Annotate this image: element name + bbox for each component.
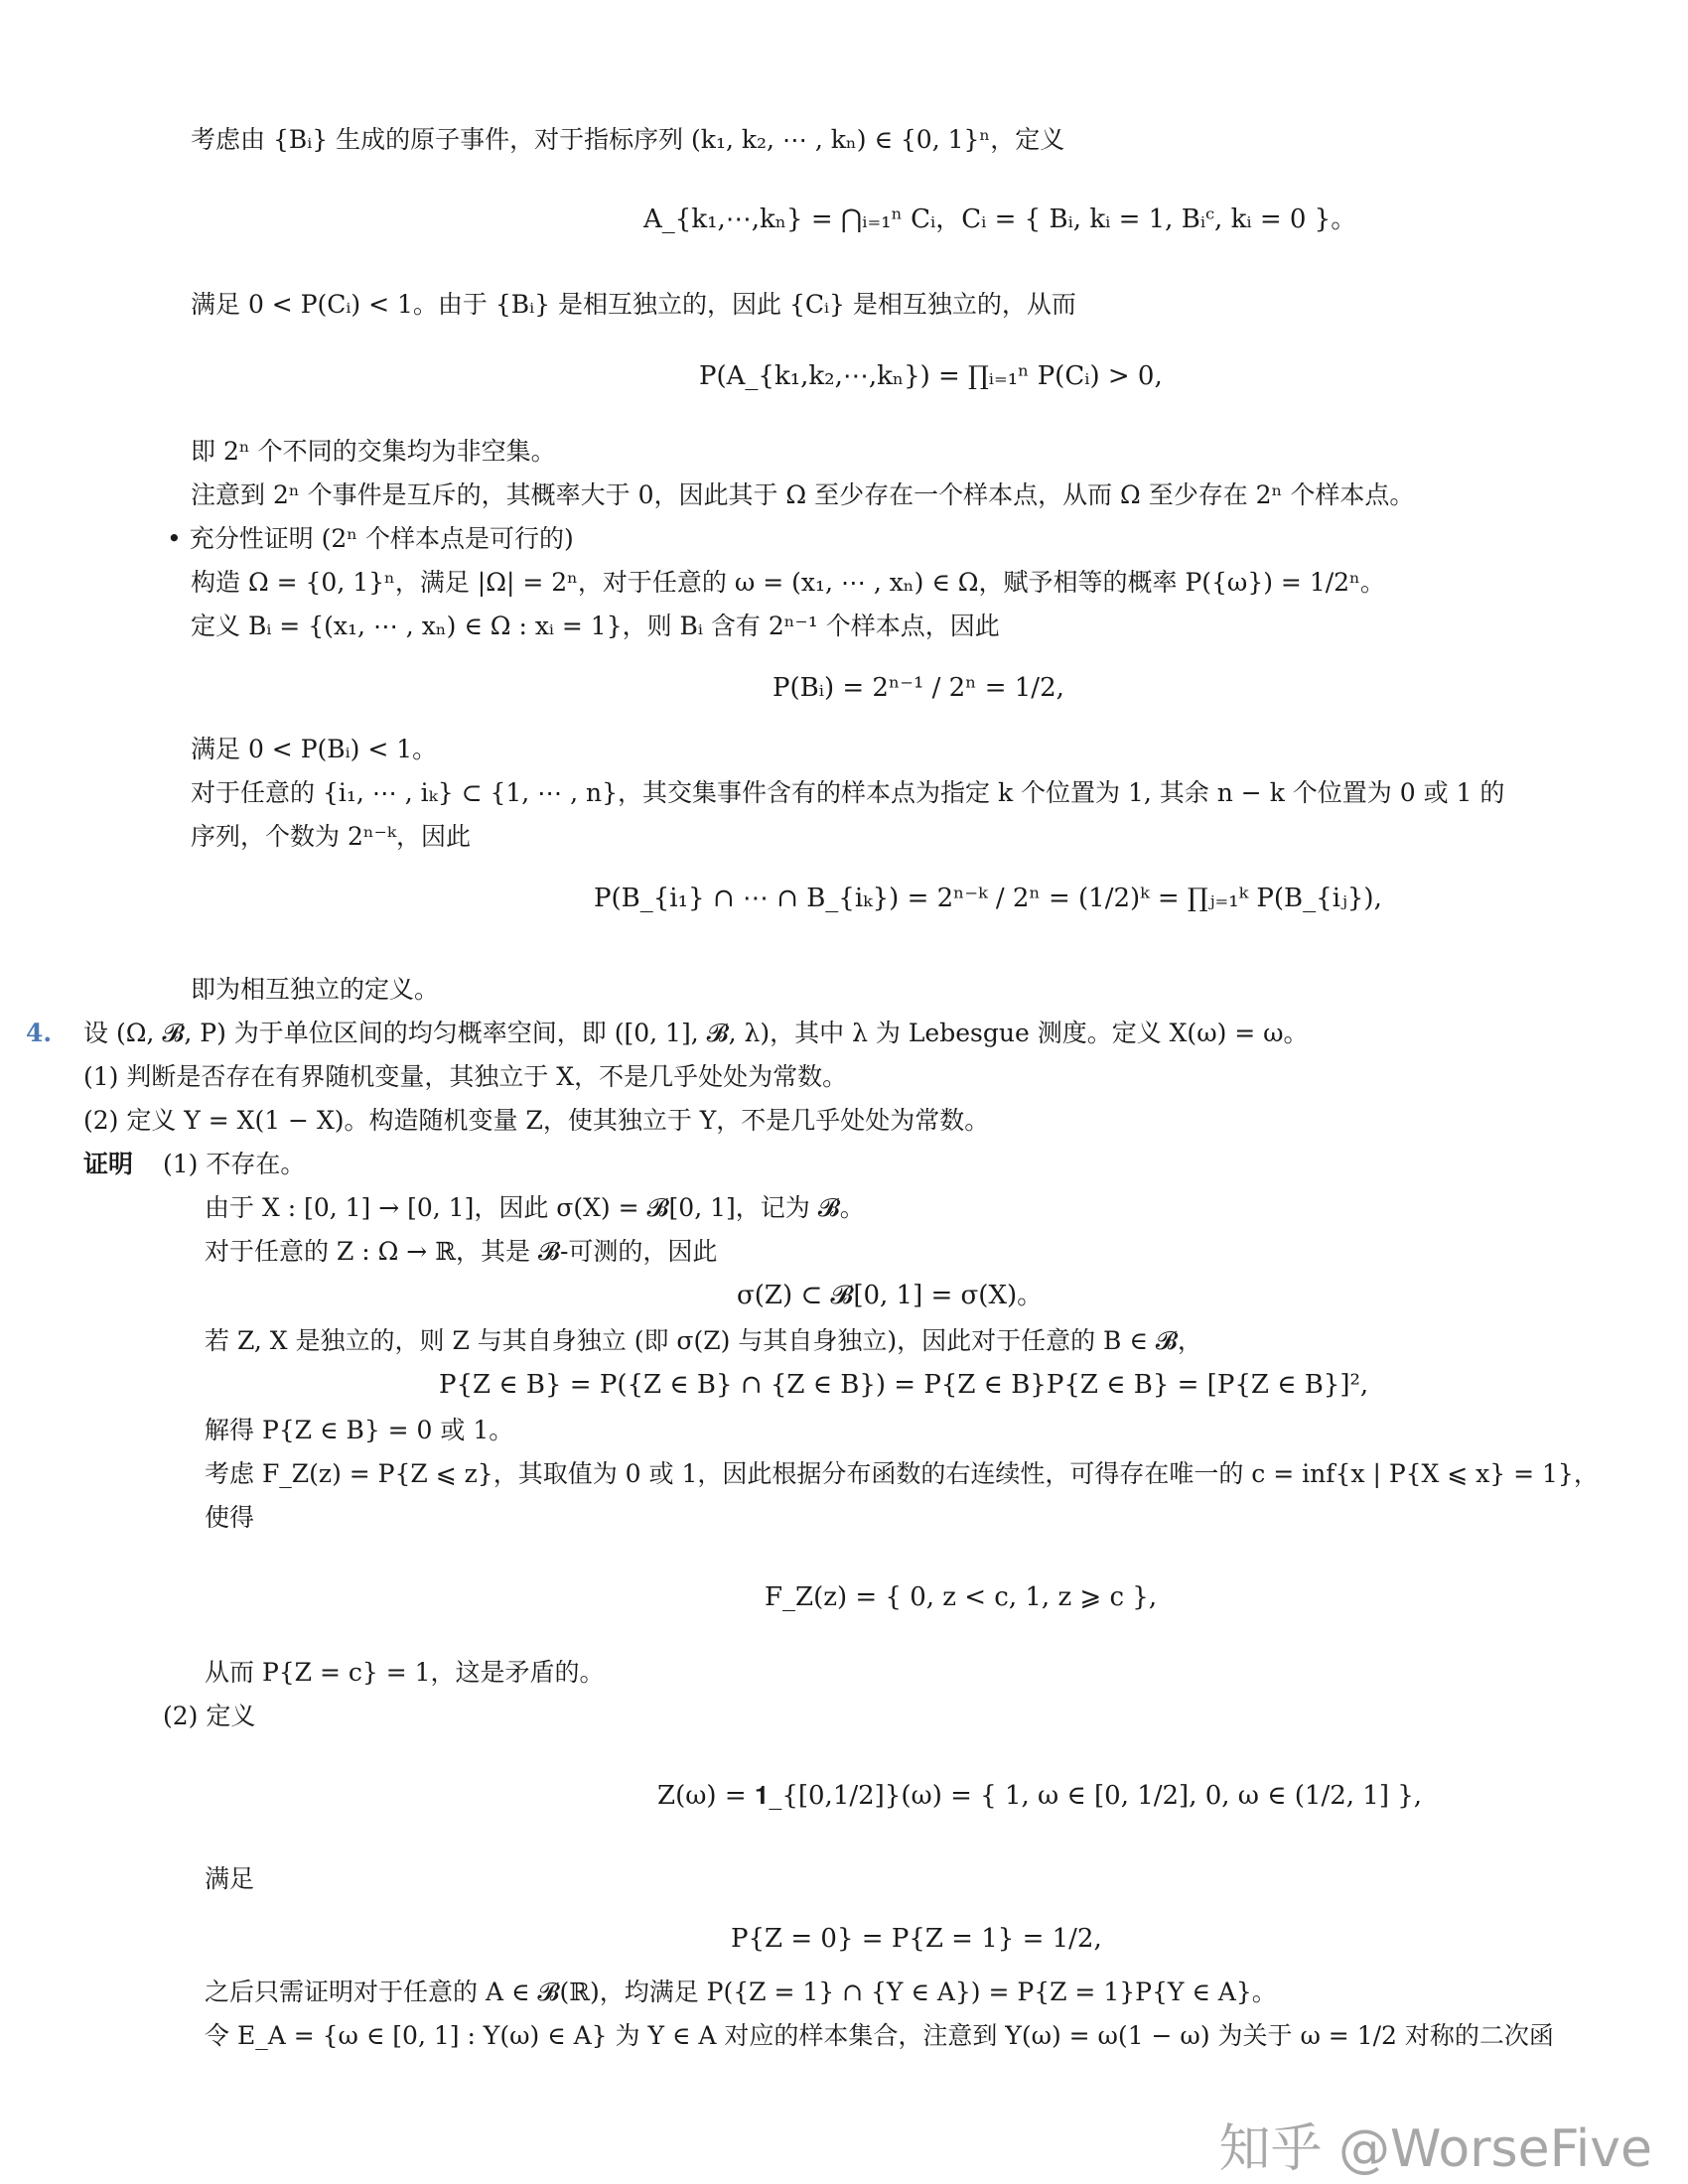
text-line: 使得 xyxy=(205,1503,255,1532)
display-equation: P{Z = 0} = P{Z = 1} = 1/2, xyxy=(731,1924,1102,1954)
text-line: 考虑由 {Bᵢ} 生成的原子事件，对于指标序列 (k₁, k₂, ⋯ , kₙ) ∈ {0, 1}ⁿ，定义 xyxy=(191,125,1065,154)
text-line: (2) 定义 xyxy=(163,1702,256,1730)
display-equation: A_{k₁,⋯,kₙ} = ⋂ᵢ₌₁ⁿ Cᵢ，Cᵢ = { Bᵢ, kᵢ = 1, Bᵢᶜ, kᵢ = 0 }。 xyxy=(643,205,1357,234)
display-equation: P(B_{i₁} ∩ ⋯ ∩ B_{iₖ}) = 2ⁿ⁻ᵏ / 2ⁿ = (1/2)ᵏ = ∏ⱼ₌₁ᵏ P(B_{iⱼ}), xyxy=(594,884,1382,913)
text-line: 满足 0 < P(Bᵢ) < 1。 xyxy=(191,735,438,763)
text-line: 从而 P{Z = c} = 1，这是矛盾的。 xyxy=(205,1658,605,1687)
text-line: 满足 xyxy=(205,1864,255,1893)
text-line: 定义 Bᵢ = {(x₁, ⋯ , xₙ) ∈ Ω : xᵢ = 1}，则 Bᵢ 含有 2ⁿ⁻¹ 个样本点，因此 xyxy=(191,612,1000,640)
text-line: 满足 0 < P(Cᵢ) < 1。由于 {Bᵢ} 是相互独立的，因此 {Cᵢ} 是相互独立的，从而 xyxy=(191,290,1076,319)
text-line: 即为相互独立的定义。 xyxy=(191,975,440,1004)
text-line: 解得 P{Z ∈ B} = 0 或 1。 xyxy=(205,1416,514,1444)
text-line: 构造 Ω = {0, 1}ⁿ，满足 |Ω| = 2ⁿ，对于任意的 ω = (x₁, ⋯ , xₙ) ∈ Ω，赋予相等的概率 P({ω}) = 1/2ⁿ。 xyxy=(191,568,1385,597)
display-equation: P(Bᵢ) = 2ⁿ⁻¹ / 2ⁿ = 1/2, xyxy=(773,673,1064,703)
text-line: 设 (Ω, 𝓑, P) 为于单位区间的均匀概率空间，即 ([0, 1], 𝓑, λ)，其中 λ 为 Lebesgue 测度。定义 X(ω) = ω。 xyxy=(83,1019,1309,1047)
display-equation: P{Z ∈ B} = P({Z ∈ B} ∩ {Z ∈ B}) = P{Z ∈ B}P{Z ∈ B} = [P{Z ∈ B}]², xyxy=(439,1370,1369,1400)
display-equation: F_Z(z) = { 0, z < c, 1, z ⩾ c }, xyxy=(765,1582,1158,1612)
text-line: (1) 判断是否存在有界随机变量，其独立于 X，不是几乎处处为常数。 xyxy=(83,1062,848,1091)
text-line: 考虑 F_Z(z) = P{Z ⩽ z}，其取值为 0 或 1，因此根据分布函数的右连续性，可得存在唯一的 c = inf{x | P{X ⩽ x} = 1}， xyxy=(205,1459,1599,1488)
text-line: (1) 不存在。 xyxy=(163,1150,306,1178)
proof-label: 证明 xyxy=(83,1150,134,1178)
text-line: 若 Z, X 是独立的，则 Z 与其自身独立 (即 σ(Z) 与其自身独立)，因此对于任意的 B ∈ 𝓑， xyxy=(205,1326,1202,1355)
text-line: 之后只需证明对于任意的 A ∈ 𝓑(ℝ)，均满足 P({Z = 1} ∩ {Y ∈ A}) = P{Z = 1}P{Y ∈ A}。 xyxy=(205,1978,1277,2006)
watermark: 知乎 @WorseFive xyxy=(1218,2119,1652,2179)
text-line: 对于任意的 {i₁, ⋯ , iₖ} ⊂ {1, ⋯ , n}，其交集事件含有的样本点为指定 k 个位置为 1, 其余 n − k 个位置为 0 或 1 的 xyxy=(191,778,1505,807)
text-line: 注意到 2ⁿ 个事件是互斥的，其概率大于 0，因此其于 Ω 至少存在一个样本点，从而 Ω 至少存在 2ⁿ 个样本点。 xyxy=(191,480,1415,509)
problem-number: 4. xyxy=(26,1019,53,1047)
text-line: 对于任意的 Z : Ω → ℝ，其是 𝓑-可测的，因此 xyxy=(205,1237,718,1266)
text-line: 即 2ⁿ 个不同的交集均为非空集。 xyxy=(191,437,556,466)
display-equation: σ(Z) ⊂ 𝓑[0, 1] = σ(X)。 xyxy=(737,1281,1044,1310)
display-equation: P(A_{k₁,k₂,⋯,kₙ}) = ∏ᵢ₌₁ⁿ P(Cᵢ) > 0, xyxy=(699,361,1163,391)
text-line: 序列，个数为 2ⁿ⁻ᵏ，因此 xyxy=(191,822,471,851)
text-line: 由于 X : [0, 1] → [0, 1]，因此 σ(X) = 𝓑[0, 1]，记为 𝓑。 xyxy=(205,1193,865,1222)
text-line: 令 E_A = {ω ∈ [0, 1] : Y(ω) ∈ A} 为 Y ∈ A 对应的样本集合，注意到 Y(ω) = ω(1 − ω) 为关于 ω = 1/2 对称的二次函 xyxy=(205,2021,1554,2050)
display-equation: Z(ω) = 𝟏_{[0,1/2]}(ω) = { 1, ω ∈ [0, 1/2], 0, ω ∈ (1/2, 1] }, xyxy=(657,1781,1423,1811)
text-line: • 充分性证明 (2ⁿ 个样本点是可行的) xyxy=(167,524,574,553)
text-line: (2) 定义 Y = X(1 − X)。构造随机变量 Z，使其独立于 Y，不是几乎处处为常数。 xyxy=(83,1106,990,1135)
